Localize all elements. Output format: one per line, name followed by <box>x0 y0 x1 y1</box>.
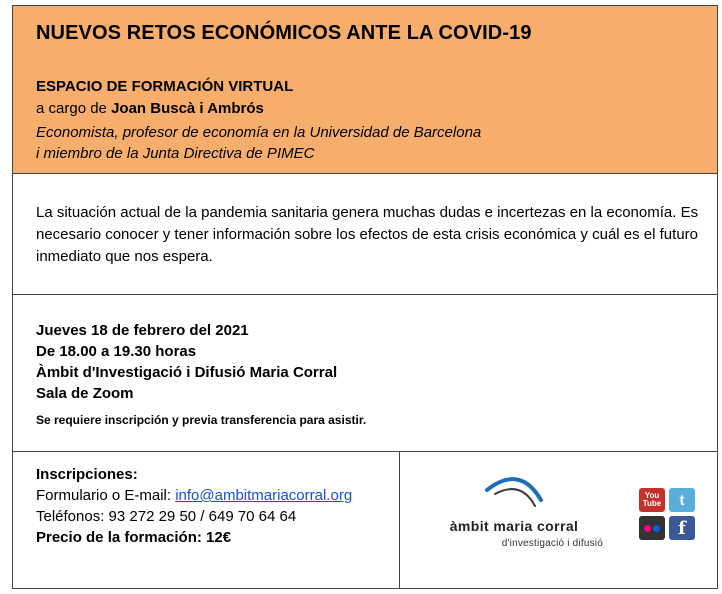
inscriptions-heading: Inscripciones: <box>36 466 138 483</box>
footer-section <box>13 452 717 588</box>
form-prefix: Formulario o E-mail: <box>36 487 172 504</box>
flickr-blue-dot <box>653 525 660 532</box>
flickr-pink-dot <box>644 525 651 532</box>
event-time: De 18.00 a 19.30 horas <box>36 343 197 360</box>
speaker-role-line-2: i miembro de la Junta Directiva de PIMEC <box>36 145 315 162</box>
logo-tagline: d'investigació i difusió <box>501 538 603 549</box>
facebook-icon[interactable]: f <box>669 516 695 540</box>
youtube-icon[interactable] <box>639 488 665 512</box>
youtube-label-bottom: Tube <box>642 499 662 508</box>
header-section <box>13 6 717 174</box>
speaker-name: Joan Buscà i Ambrós <box>111 100 264 117</box>
speaker-byline <box>36 100 264 117</box>
event-title: NUEVOS RETOS ECONÓMICOS ANTE LA COVID-19 <box>36 22 532 44</box>
event-subtitle: ESPACIO DE FORMACIÓN VIRTUAL <box>36 78 294 95</box>
event-date: Jueves 18 de febrero del 2021 <box>36 322 249 339</box>
ambit-logo <box>425 466 615 556</box>
logo-arc-icon <box>425 466 615 520</box>
footer-divider <box>399 452 400 588</box>
description-section <box>13 174 717 295</box>
contact-line <box>36 487 352 504</box>
email-link[interactable]: info@ambitmariacorral.org <box>175 487 353 504</box>
registration-note: Se requiere inscripción y previa transferencia para asistir. <box>36 413 367 427</box>
description-text: La situación actual de la pandemia sanitaria genera muchas dudas e incertezas en la economía. Es necesario conocer y tener información sobre los efectos de esta crisis económica y cuál es el futuro inmediato que nos espera. <box>36 204 699 265</box>
logo-name: àmbit maria corral <box>449 518 579 534</box>
phone-numbers: Teléfonos: 93 272 29 50 / 649 70 64 64 <box>36 508 297 525</box>
event-flyer <box>12 5 718 589</box>
price: Precio de la formación: 12€ <box>36 529 232 546</box>
speaker-role <box>36 122 481 164</box>
flickr-icon[interactable] <box>639 516 665 540</box>
event-room: Sala de Zoom <box>36 385 134 402</box>
twitter-icon[interactable]: t <box>669 488 695 512</box>
event-venue: Àmbit d'Investigació i Difusió Maria Corral <box>36 364 338 381</box>
byline-prefix: a cargo de <box>36 100 107 117</box>
details-section <box>13 295 717 452</box>
speaker-role-line-1: Economista, profesor de economía en la Universidad de Barcelona <box>36 124 482 141</box>
youtube-label-top: You <box>644 491 660 500</box>
